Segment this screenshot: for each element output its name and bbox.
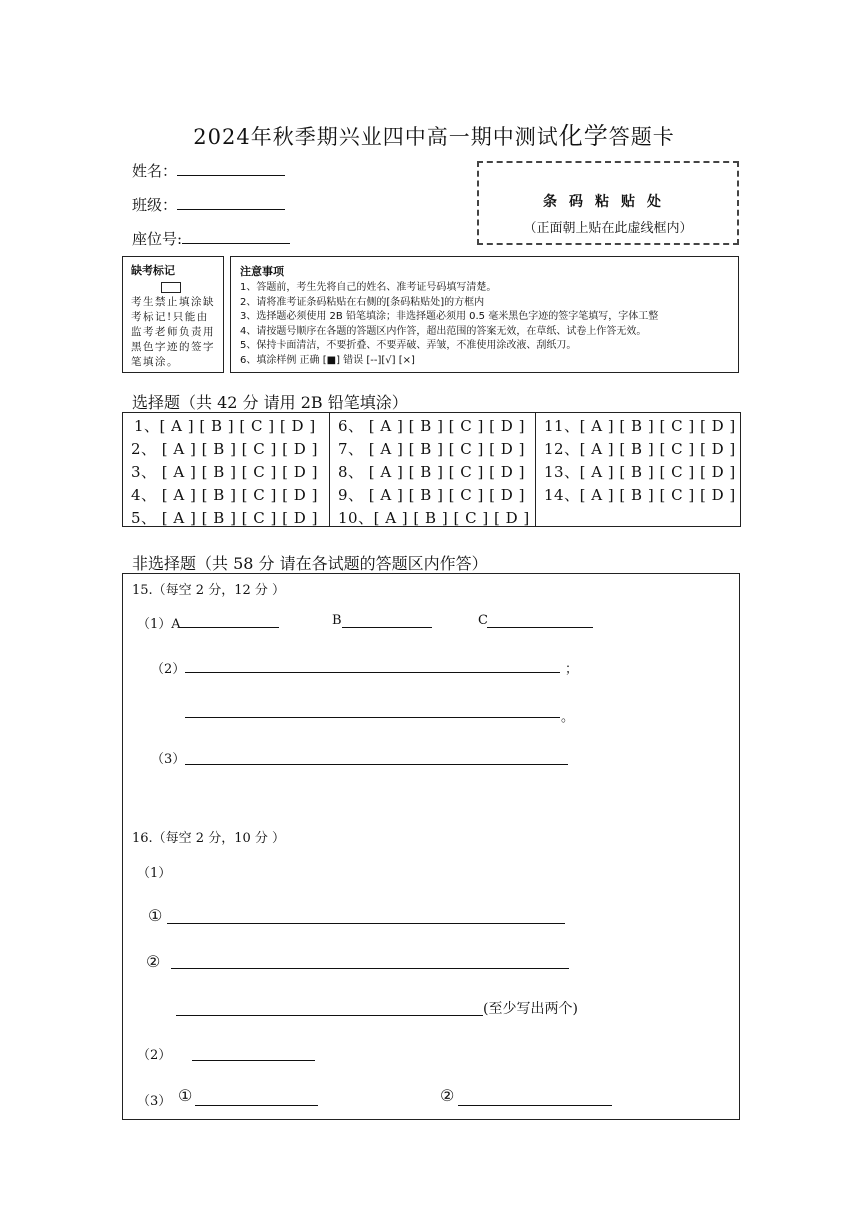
seat-blank[interactable]: [182, 229, 290, 244]
notes-item: 4、请按题号顺序在各题的答题区内作答，超出范围的答案无效，在草纸、试卷上作答无效。: [240, 325, 647, 337]
q16-circle-2: ②: [146, 952, 161, 971]
choice-row[interactable]: 6、 [ A ] [ B ] [ C ] [ D ]: [338, 417, 525, 435]
notes-box: [230, 256, 739, 373]
notes-item: 6、填涂样例 正确 [■] 错误 [--][√] [×]: [240, 354, 415, 366]
choice-row[interactable]: 3、 [ A ] [ B ] [ C ] [ D ]: [131, 463, 318, 481]
title-suffix: 答题卡: [608, 125, 675, 149]
q16-blank-2[interactable]: [192, 1060, 315, 1061]
title-prefix: 2024年秋季期兴业四中高一期中测试: [193, 125, 559, 149]
q15-blank-2a[interactable]: [185, 672, 560, 673]
choice-row[interactable]: 7、 [ A ] [ B ] [ C ] [ D ]: [338, 440, 525, 458]
absent-mark-box: [122, 256, 224, 373]
name-field[interactable]: [132, 160, 285, 181]
barcode-area: [477, 161, 739, 245]
q15-blank-b[interactable]: [342, 627, 432, 628]
q16-header: 16.（每空 2 分，10 分 ）: [132, 831, 286, 846]
q16-blank-1b[interactable]: [171, 968, 569, 969]
absent-mark-checkbox[interactable]: [161, 282, 181, 293]
answer-area: [122, 573, 740, 1120]
q16-p3-circle-2: ②: [440, 1086, 455, 1105]
page-title: [0, 116, 868, 151]
notes-item: 1、答题前，考生先将自己的姓名、准考证号码填写清楚。: [240, 282, 497, 293]
q16-p3-circle-1: ①: [178, 1086, 193, 1105]
choice-column-1: [123, 413, 329, 526]
notes-item: 5、保持卡面清洁，不要折叠、不要弄破、弄皱，不准使用涂改液、刮纸刀。: [240, 340, 577, 352]
q15-part1-label: （1）A: [137, 617, 181, 632]
q16-circle-1: ①: [148, 906, 163, 925]
choice-row[interactable]: 5、 [ A ] [ B ] [ C ] [ D ]: [131, 509, 318, 527]
class-field[interactable]: [132, 194, 285, 215]
q15-blank-a[interactable]: [179, 627, 279, 628]
choice-row[interactable]: 10、[ A ] [ B ] [ C ] [ D ]: [338, 509, 530, 527]
choice-row[interactable]: 1、[ A ] [ B ] [ C ] [ D ]: [134, 417, 316, 435]
q15-part2-end2: 。: [561, 710, 575, 725]
q15-blank-3[interactable]: [185, 764, 568, 765]
q15-header: 15.（每空 2 分，12 分 ）: [132, 583, 286, 598]
title-subject: 化学: [558, 122, 609, 150]
nonchoice-section-title: 非选择题（共 58 分 请在各试题的答题区内作答）: [132, 554, 488, 573]
q15-blank-2b[interactable]: [185, 717, 560, 718]
q15-label-c: C: [478, 613, 488, 628]
q16-tail-note: (至少写出两个): [483, 1001, 578, 1017]
q16-blank-3b[interactable]: [458, 1105, 612, 1106]
q15-label-b: B: [332, 613, 342, 628]
name-label: 姓名：: [132, 162, 178, 180]
choice-column-2: [329, 413, 536, 526]
seat-label: 座位号:: [132, 230, 183, 248]
q15-part2-end1: ；: [565, 662, 579, 677]
q16-blank-3a[interactable]: [195, 1105, 318, 1106]
notes-heading: 注意事项: [240, 265, 284, 278]
q15-part2-label: （2）: [151, 662, 186, 677]
absent-heading: 缺考标记: [131, 264, 175, 277]
choice-row[interactable]: 4、 [ A ] [ B ] [ C ] [ D ]: [131, 486, 318, 504]
choice-section-title: 选择题（共 42 分 请用 2B 铅笔填涂）: [132, 393, 408, 412]
q16-part1-label: （1）: [137, 866, 172, 881]
class-label: 班级：: [132, 196, 178, 214]
q16-blank-1a[interactable]: [167, 923, 565, 924]
q16-part2-label: （2）: [137, 1048, 172, 1063]
name-blank[interactable]: [177, 161, 285, 176]
seat-field[interactable]: [132, 228, 290, 249]
choice-row[interactable]: 12、[ A ] [ B ] [ C ] [ D ]: [544, 440, 736, 458]
absent-text: 考生禁止填涂缺考标记!只能由监考老师负责用黑色字迹的签字笔填涂。: [131, 296, 215, 368]
class-blank[interactable]: [177, 195, 285, 210]
choice-grid: [122, 412, 741, 527]
q16-part3-label: （3）: [137, 1094, 172, 1109]
choice-row[interactable]: 2、 [ A ] [ B ] [ C ] [ D ]: [131, 440, 318, 458]
q16-blank-1c[interactable]: [176, 1015, 483, 1016]
choice-row[interactable]: 8、 [ A ] [ B ] [ C ] [ D ]: [338, 463, 525, 481]
choice-row[interactable]: 9、 [ A ] [ B ] [ C ] [ D ]: [338, 486, 525, 504]
barcode-note: （正面朝上贴在此虚线框内）: [523, 221, 693, 236]
choice-row[interactable]: 11、[ A ] [ B ] [ C ] [ D ]: [544, 417, 736, 435]
notes-item: 3、选择题必须使用 2B 铅笔填涂；非选择题必须用 0.5 毫米黑色字迹的签字笔填写，字体工整: [240, 311, 659, 323]
notes-item: 2、请将准考证条码粘贴在右侧的[条码粘贴处]的方框内: [240, 296, 485, 308]
barcode-heading: 条码粘贴处: [543, 194, 673, 210]
choice-row[interactable]: 13、[ A ] [ B ] [ C ] [ D ]: [544, 463, 736, 481]
q15-part3-label: （3）: [151, 752, 186, 767]
choice-column-3: [535, 413, 739, 526]
q15-blank-c[interactable]: [487, 627, 593, 628]
choice-row[interactable]: 14、[ A ] [ B ] [ C ] [ D ]: [544, 486, 736, 504]
